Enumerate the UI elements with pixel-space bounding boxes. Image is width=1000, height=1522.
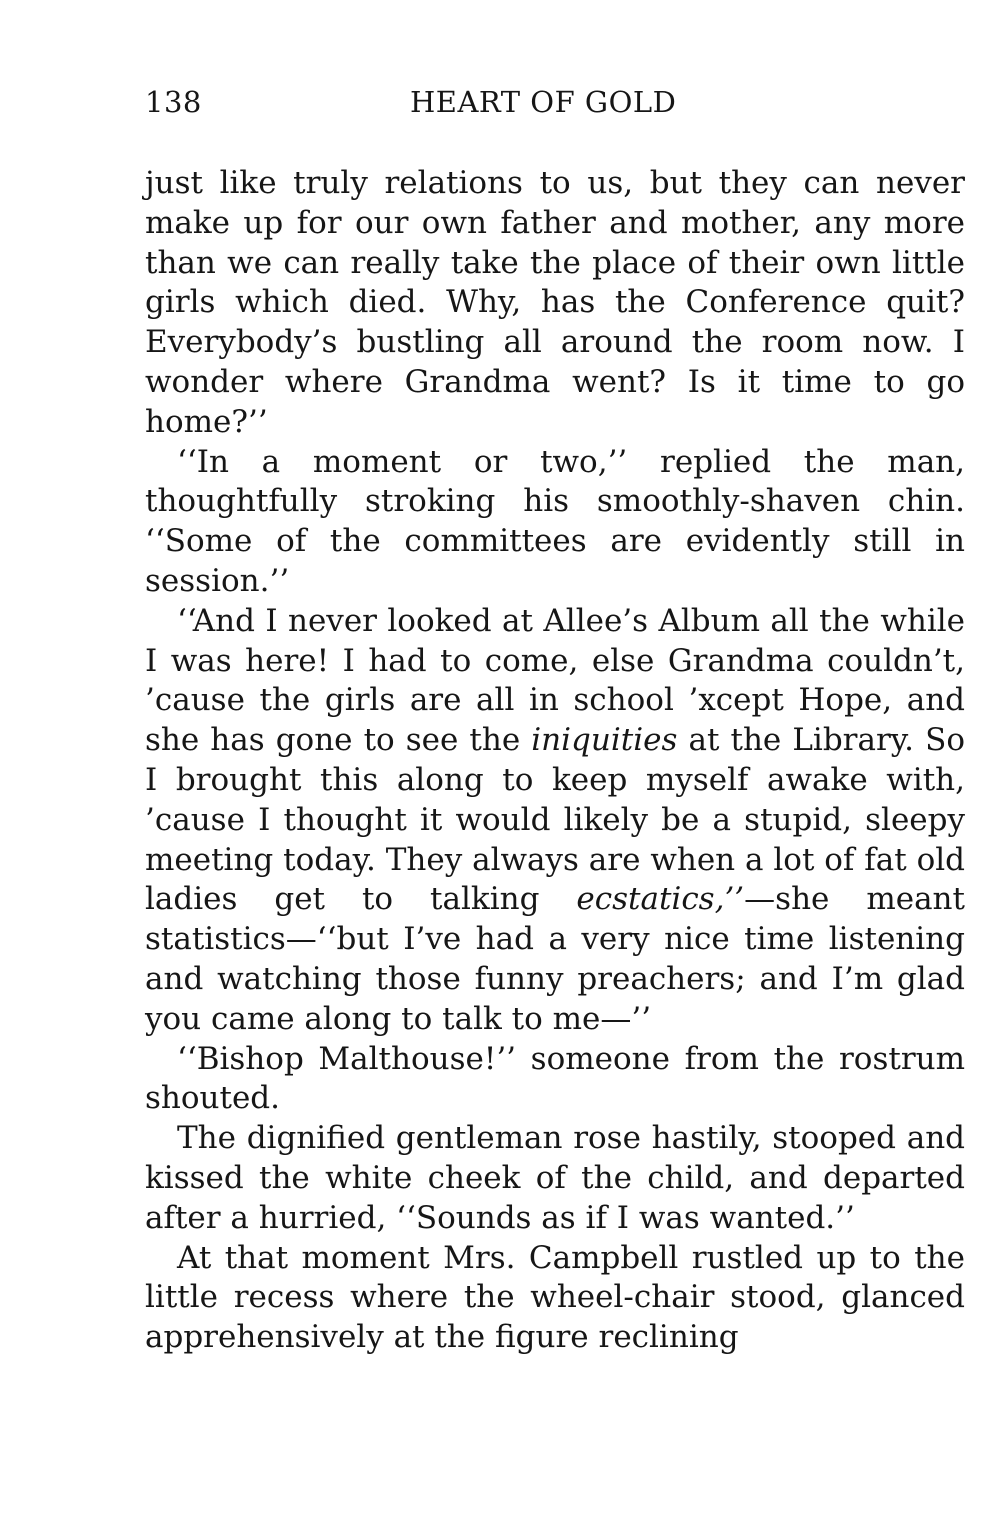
paragraph-continued: just like truly relations to us, but they can never make up for our own father and mother, any more than we can really take the place of their own little girls which died. Why, has the Conference quit? Everybody’s bustling all around the room now. I wonder where Grandma went? Is it time to go home?’’ xyxy=(145,165,965,440)
book-page xyxy=(145,80,965,1358)
paragraph-mrs-campbell: At that moment Mrs. Campbell rustled up to the little recess where the wheel-chair stood, glanced apprehensively at the figure reclining xyxy=(145,1239,965,1356)
paragraph-dialogue-child xyxy=(145,602,965,1040)
body-text xyxy=(145,164,965,1358)
paragraph-text: at the Library. So I brought this along to keep myself awake with, ’cause I thought it would likely be a stupid, sleepy meeting today. They always are when a lot of fat old ladies get to talking xyxy=(145,722,965,918)
book-title: HEART OF GOLD xyxy=(410,85,677,119)
running-head xyxy=(145,80,965,124)
paragraph-dialogue-man: ‘‘In a moment or two,’’ replied the man, thoughtfully stroking his smoothly-shaven chin. ‘‘Some of the committees are evidently still in session.’’ xyxy=(145,443,965,599)
page-number: 138 xyxy=(145,85,202,119)
paragraph-gentleman-departs: The dignified gentleman rose hastily, stooped and kissed the white cheek of the child, and departed after a hurried, ‘‘Sounds as if I was wanted.’’ xyxy=(145,1120,965,1236)
paragraph-text: ‘‘And I never looked at Allee’s Album all the while I was here! I had to come, else Grandma couldn’t, ’cause the girls are all in school ’xcept Hope, and she has gone to see the xyxy=(145,602,965,759)
italic-word: iniquities xyxy=(531,722,678,759)
italic-word: ecstatics,’’ xyxy=(576,881,745,918)
paragraph-text: —she meant statistics—‘‘but I’ve had a very nice time listening and watching those funny preachers; and I’m glad you came along to talk to me—’’ xyxy=(145,881,965,1037)
paragraph-bishop-called: ‘‘Bishop Malthouse!’’ someone from the rostrum shouted. xyxy=(145,1040,965,1117)
